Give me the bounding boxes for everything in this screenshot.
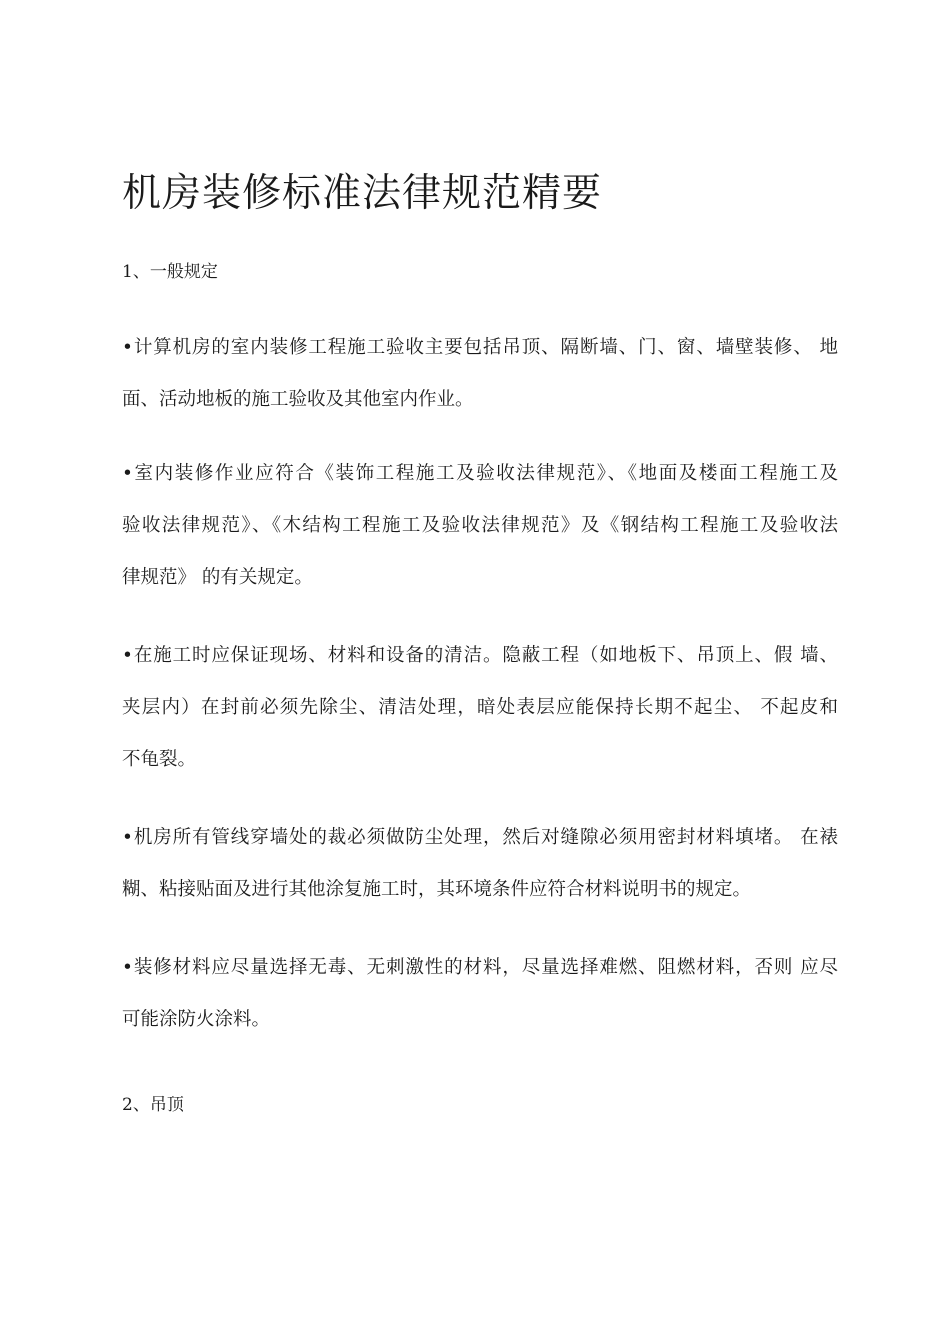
paragraph-4: [122, 812, 838, 916]
paragraph-line: [122, 812, 838, 864]
line-text: 夹层内）在封前必须先除尘、清洁处理，暗处表层应能保持长期不起尘、 不起皮和: [122, 697, 838, 718]
line-text: 计算机房的室内装修工程施工验收主要包括吊顶、隔断墙、门、窗、墙壁装修、 地: [132, 337, 838, 358]
paragraph-line: [122, 448, 838, 500]
paragraph-3: [122, 630, 838, 786]
section-heading-general: 1、一般规定: [122, 262, 218, 282]
paragraph-line: [122, 734, 838, 786]
paragraph-line: [122, 630, 838, 682]
paragraph-line: [122, 942, 838, 994]
paragraph-line: [122, 552, 838, 604]
bullet-icon: •: [122, 827, 133, 848]
paragraph-line: [122, 374, 838, 426]
paragraph-line: [122, 994, 838, 1046]
bullet-icon: •: [122, 645, 133, 666]
paragraph-line: [122, 682, 838, 734]
section-heading-ceiling: 2、吊顶: [122, 1095, 184, 1115]
page-title: 机房装修标准法律规范精要: [122, 171, 603, 216]
line-text: 机房所有管线穿墙处的裁必须做防尘处理，然后对缝隙必须用密封材料填堵。 在裱: [132, 827, 838, 848]
paragraph-line: [122, 864, 838, 916]
line-text: 在施工时应保证现场、材料和设备的清洁。隐蔽工程（如地板下、吊顶上、假 墙、: [132, 645, 838, 666]
bullet-icon: •: [122, 463, 133, 484]
line-text: 验收法律规范》、《木结构工程施工及验收法律规范》及《钢结构工程施工及验收法: [122, 515, 838, 536]
line-text: 室内装修作业应符合《装饰工程施工及验收法律规范》、《地面及楼面工程施工及: [132, 463, 838, 484]
line-text: 装修材料应尽量选择无毒、无刺激性的材料，尽量选择难燃、阻燃材料，否则 应尽: [132, 957, 838, 978]
bullet-icon: •: [122, 337, 133, 358]
bullet-icon: •: [122, 957, 133, 978]
paragraph-line: [122, 322, 838, 374]
paragraph-line: [122, 500, 838, 552]
paragraph-1: [122, 322, 838, 426]
line-text: 可能涂防火涂料。: [122, 1009, 271, 1030]
line-text: 糊、粘接贴面及进行其他涂复施工时，其环境条件应符合材料说明书的规定。: [122, 879, 752, 900]
paragraph-5: [122, 942, 838, 1046]
line-text: 不龟裂。: [122, 749, 197, 770]
line-text: 面、活动地板的施工验收及其他室内作业。: [122, 389, 474, 410]
line-text: 律规范》 的有关规定。: [122, 567, 313, 588]
paragraph-2: [122, 448, 838, 604]
